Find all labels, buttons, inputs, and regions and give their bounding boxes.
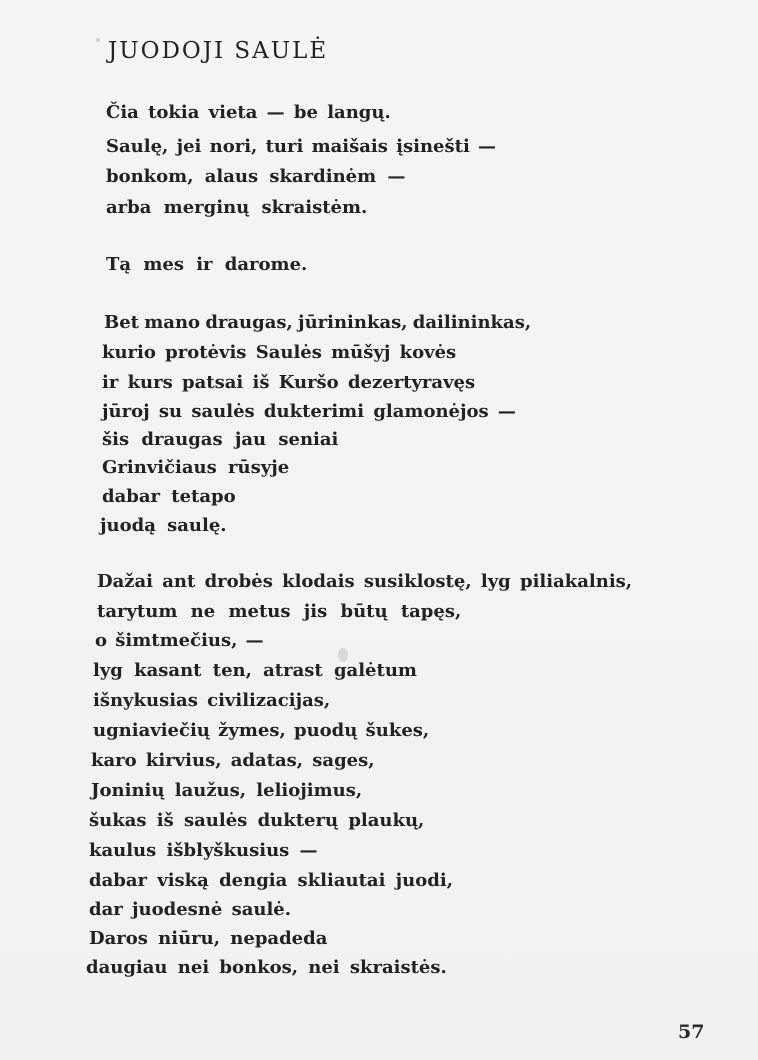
poem-line: arba merginų skraistėm. (106, 197, 368, 218)
poem-line: dabar viską dengia skliautai juodi, (89, 870, 453, 891)
poem-line: Saulę, jei nori, turi maišais įsinešti — (106, 136, 497, 157)
poem-line: šis draugas jau seniai (102, 429, 339, 450)
poem-line: jūroj su saulės dukterimi glamonėjos — (102, 401, 516, 422)
paper-speck (96, 38, 100, 42)
poem-line: karo kirvius, adatas, sages, (91, 750, 375, 771)
poem-line: lyg kasant ten, atrast galėtum (93, 660, 417, 681)
poem-line: o šimtmečius, — (95, 630, 264, 651)
page-number: 57 (678, 1021, 705, 1043)
poem-line: Grinvičiaus rūsyje (102, 457, 290, 478)
poem-line: ugniaviečių žymes, puodų šukes, (93, 720, 430, 741)
poem-line: Daros niūru, nepadeda (89, 928, 328, 949)
poem-line: Bet mano draugas, jūrininkas, dailininkas, (104, 312, 532, 333)
poem-line: juodą saulę. (100, 515, 227, 536)
poem-line: bonkom, alaus skardinėm — (106, 166, 406, 187)
poem-line: dar juodesnė saulė. (89, 899, 292, 920)
poem-line: šukas iš saulės dukterų plaukų, (89, 810, 425, 831)
poem-line: Joninių laužus, leliojimus, (91, 780, 363, 801)
poem-line: Čia tokia vieta — be langų. (106, 102, 391, 123)
poem-line: Dažai ant drobės klodais susiklostę, lyg piliakalnis, (97, 571, 633, 592)
poem-line: išnykusias civilizacijas, (93, 690, 331, 711)
poem-line: Tą mes ir darome. (106, 254, 308, 275)
poem-line: kaulus išblyškusius — (89, 840, 318, 861)
poem-line: daugiau nei bonkos, nei skraistės. (86, 957, 447, 978)
poem-line: tarytum ne metus jis būtų tapęs, (97, 601, 462, 622)
poem-title: JUODOJI SAULĖ (108, 38, 329, 64)
poem-line: dabar tetapo (102, 486, 236, 507)
poem-line: ir kurs patsai iš Kuršo dezertyravęs (102, 372, 476, 393)
poem-line: kurio protėvis Saulės mūšyj kovės (102, 342, 457, 363)
